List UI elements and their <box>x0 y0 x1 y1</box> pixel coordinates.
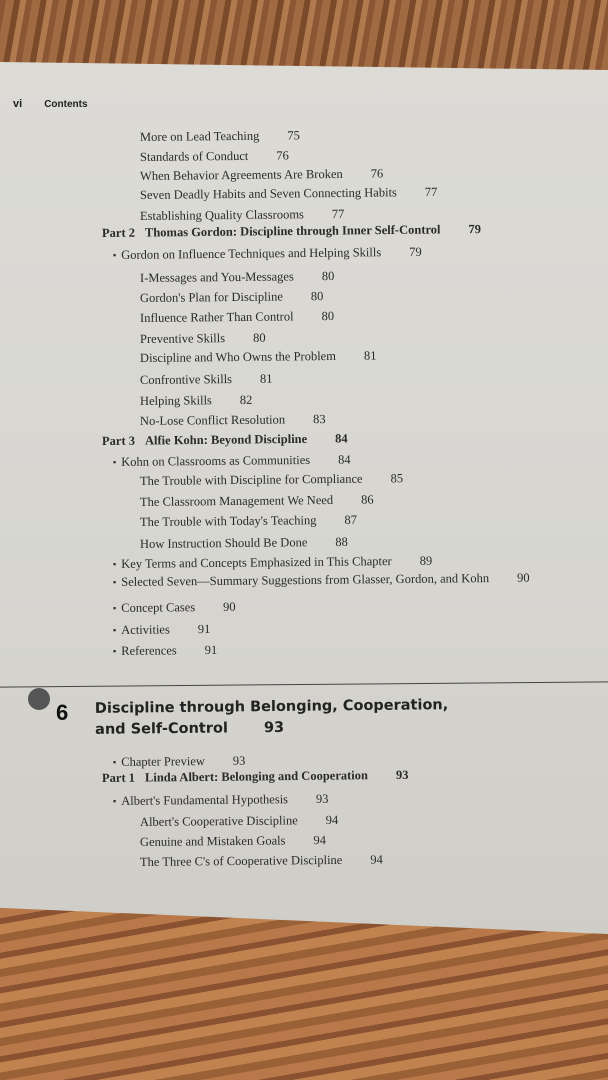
entry-title: Helping Skills <box>139 393 212 408</box>
toc-entry <box>140 331 266 347</box>
entry-page: 94 <box>370 852 383 867</box>
toc-entry <box>140 128 300 145</box>
entry-page: 85 <box>390 471 404 486</box>
toc-entry <box>140 289 324 306</box>
entry-page: 77 <box>424 184 438 200</box>
entry-title: How Instruction Should Be Done <box>139 535 308 551</box>
toc-entry <box>140 166 383 184</box>
entry-page: 90 <box>516 570 530 585</box>
entry-page: 93 <box>232 753 246 768</box>
toc-entry <box>140 412 326 429</box>
toc-entry <box>140 513 357 530</box>
entry-title: Kohn on Classrooms as Communities <box>121 452 311 469</box>
entry-title: Linda Albert: Belonging and Cooperation <box>144 768 368 785</box>
chapter-marker-icon <box>28 688 50 710</box>
entry-title: Albert's Fundamental Hypothesis <box>121 792 289 808</box>
entry-title: Activities <box>121 622 170 637</box>
entry-title: No-Lose Conflict Resolution <box>139 412 286 428</box>
entry-page: 76 <box>370 166 384 181</box>
entry-page: 94 <box>325 812 339 828</box>
entry-title: Thomas Gordon: Discipline through Inner Self-Control <box>144 222 441 240</box>
part-label: Part 3 <box>101 433 136 448</box>
running-header <box>13 98 88 110</box>
entry-page: 91 <box>197 621 211 637</box>
toc-entry <box>140 493 374 510</box>
toc-entry <box>113 622 210 638</box>
entry-title: Preventive Skills <box>139 331 226 346</box>
entry-page: 84 <box>335 431 348 446</box>
chapter-number: 6 <box>56 700 69 725</box>
entry-title: Influence Rather Than Control <box>139 309 294 325</box>
entry-title: When Behavior Agreements Are Broken <box>139 166 343 183</box>
entry-title: Key Terms and Concepts Emphasized in This Chapter <box>121 554 392 571</box>
toc-entry <box>113 453 351 470</box>
toc-part-heading <box>102 431 348 449</box>
entry-page: 80 <box>310 289 324 304</box>
entry-page: 76 <box>276 148 289 163</box>
toc-part-heading <box>102 768 409 786</box>
entry-title: Gordon on Influence Techniques and Helping Skills <box>121 245 382 262</box>
entry-page: 75 <box>287 128 300 143</box>
page-number-label: vi <box>13 98 23 110</box>
entry-page: 89 <box>419 553 433 568</box>
entry-page: 79 <box>468 222 482 237</box>
entry-page: 77 <box>331 206 345 221</box>
entry-page: 86 <box>361 492 374 507</box>
entry-page: 88 <box>335 534 348 549</box>
toc-entry <box>140 393 253 409</box>
toc-entry <box>113 643 217 659</box>
chapter-title-line1: Discipline through Belonging, Cooperation, <box>94 697 449 717</box>
entry-title: I-Messages and You-Messages <box>139 269 294 285</box>
entry-title: Standards of Conduct <box>139 148 249 164</box>
entry-page: 91 <box>204 642 218 658</box>
toc-entry <box>140 372 273 388</box>
entry-page: 94 <box>313 833 327 848</box>
toc-entry <box>140 535 348 552</box>
toc-entry <box>113 245 422 263</box>
entry-page: 80 <box>321 308 335 324</box>
toc-entry <box>140 852 383 870</box>
entry-title: Chapter Preview <box>121 754 205 769</box>
entry-page: 93 <box>395 767 409 782</box>
entry-page: 90 <box>223 599 236 614</box>
toc-entry <box>140 349 377 366</box>
chapter-page: 93 <box>263 719 285 737</box>
toc-entry <box>140 813 338 830</box>
entry-page: 79 <box>409 244 422 259</box>
toc-entry <box>140 185 438 203</box>
part-label: Part 2 <box>101 225 136 240</box>
entry-title: The Classroom Management We Need <box>139 492 334 509</box>
toc-entry <box>140 269 334 286</box>
entry-page: 80 <box>252 330 266 345</box>
header-title: Contents <box>44 99 88 110</box>
entry-page: 93 <box>315 791 329 806</box>
entry-title: Selected Seven—Summary Suggestions from Glasser, Gordon, and Kohn <box>121 571 490 589</box>
chapter-title <box>95 695 449 741</box>
entry-title: Confrontive Skills <box>139 372 233 387</box>
toc-entry <box>140 207 345 224</box>
toc-entry <box>113 792 329 809</box>
entry-title: Alfie Kohn: Beyond Discipline <box>144 431 308 448</box>
entry-page: 81 <box>259 371 273 386</box>
entry-page: 84 <box>338 452 351 467</box>
entry-title: The Trouble with Discipline for Compliance <box>139 471 363 488</box>
entry-page: 80 <box>321 268 335 284</box>
toc-entry <box>113 600 236 616</box>
entry-title: More on Lead Teaching <box>139 128 260 144</box>
entry-title: Albert's Cooperative Discipline <box>139 813 298 829</box>
chapter-title-line2: and Self-Control <box>95 720 228 738</box>
toc-entry <box>113 754 246 770</box>
toc-entry <box>140 148 289 165</box>
entry-title: Establishing Quality Classrooms <box>139 207 304 223</box>
entry-page: 81 <box>363 348 377 363</box>
entry-page: 87 <box>344 512 357 527</box>
entry-title: Gordon's Plan for Discipline <box>139 289 283 305</box>
entry-title: Seven Deadly Habits and Seven Connecting Habits <box>139 185 397 202</box>
entry-title: References <box>121 643 177 658</box>
toc-entry <box>140 309 334 326</box>
toc-entry <box>140 471 403 489</box>
entry-title: The Trouble with Today's Teaching <box>139 513 317 529</box>
entry-title: Concept Cases <box>121 600 196 615</box>
entry-page: 83 <box>313 412 326 427</box>
entry-title: Genuine and Mistaken Goals <box>139 833 286 849</box>
entry-title: Discipline and Who Owns the Problem <box>139 348 336 365</box>
entry-title: The Three C's of Cooperative Discipline <box>139 852 343 869</box>
entry-page: 82 <box>239 392 253 407</box>
toc-entry <box>140 833 326 850</box>
part-label: Part 1 <box>101 770 136 785</box>
